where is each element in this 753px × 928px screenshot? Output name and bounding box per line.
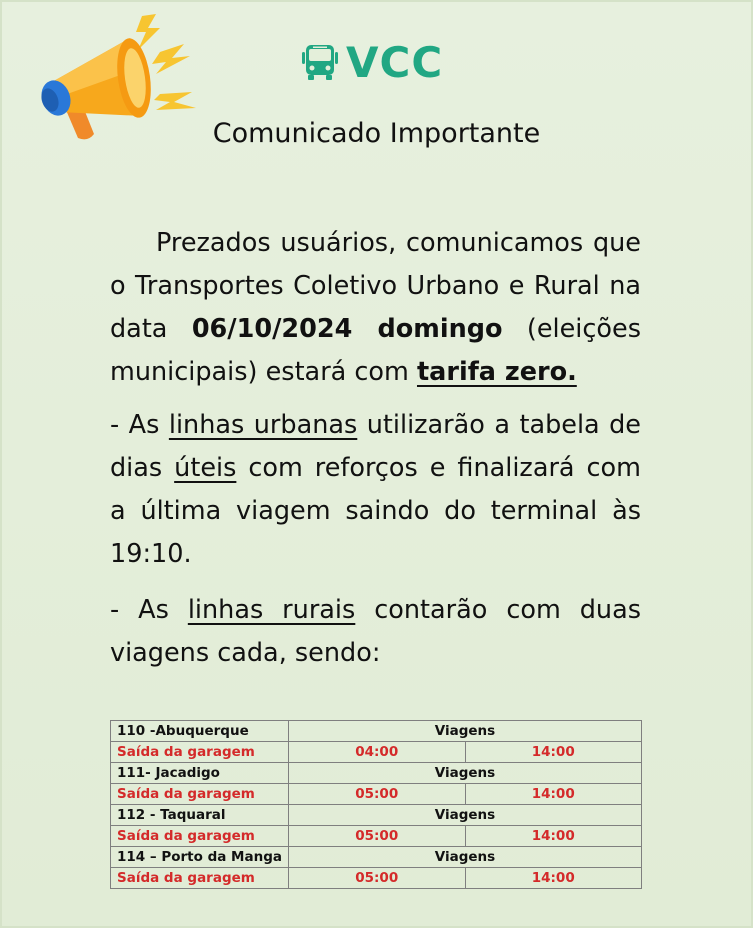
intro-text: Prezados usuários, comunicamos que o Transportes Coletivo Urbano e Rural na data — [110, 228, 641, 344]
rural-text: contarão com duas viagens cada, sendo: — [110, 595, 641, 668]
table-row — [111, 826, 642, 847]
departure-time: 14:00 — [465, 742, 642, 763]
trips-header: Viagens — [289, 847, 642, 868]
notice-body — [110, 222, 641, 675]
table-row — [111, 721, 642, 742]
table-row — [111, 742, 642, 763]
departure-time: 05:00 — [289, 868, 466, 889]
table-row — [111, 868, 642, 889]
vcc-logo — [300, 38, 443, 86]
event-date: 06/10/2024 domingo — [191, 314, 503, 344]
table-row — [111, 847, 642, 868]
departure-time: 14:00 — [465, 826, 642, 847]
departure-time: 14:00 — [465, 868, 642, 889]
departure-time: 14:00 — [465, 784, 642, 805]
departure-time: 04:00 — [289, 742, 466, 763]
rural-schedule-table — [110, 720, 642, 889]
rural-lines-label: linhas rurais — [187, 595, 356, 625]
urban-lines-label: linhas urbanas — [168, 410, 358, 440]
departure-time: 05:00 — [289, 826, 466, 847]
page-title: Comunicado Importante — [212, 118, 541, 149]
departure-label: Saída da garagem — [111, 868, 289, 889]
paragraph-rural — [110, 589, 641, 675]
paragraph-urban — [110, 404, 641, 576]
departure-time: 05:00 — [289, 784, 466, 805]
trips-header: Viagens — [289, 721, 642, 742]
line-name: 114 – Porto da Manga — [111, 847, 289, 868]
urban-text-2: com reforços e finalizará com a última viagem saindo do terminal às 19:10. — [110, 453, 641, 569]
free-fare-highlight: tarifa zero. — [416, 357, 577, 387]
trips-header: Viagens — [289, 763, 642, 784]
table-row — [111, 784, 642, 805]
weekdays-label: úteis — [174, 453, 237, 483]
urban-prefix: - As — [110, 410, 169, 440]
paragraph-intro — [110, 222, 641, 394]
urban-text: utilizarão a tabela de dias — [110, 410, 641, 483]
logo-text: VCC — [346, 37, 444, 87]
line-name: 111- Jacadigo — [111, 763, 289, 784]
rural-prefix: - As — [110, 595, 188, 625]
line-name: 110 -Abuquerque — [111, 721, 289, 742]
line-name: 112 - Taquaral — [111, 805, 289, 826]
bus-icon — [300, 42, 340, 82]
departure-label: Saída da garagem — [111, 784, 289, 805]
departure-label: Saída da garagem — [111, 826, 289, 847]
trips-header: Viagens — [289, 805, 642, 826]
departure-label: Saída da garagem — [111, 742, 289, 763]
table-row — [111, 763, 642, 784]
intro-text-2: (eleições municipais) estará com — [110, 314, 641, 387]
table-row — [111, 805, 642, 826]
